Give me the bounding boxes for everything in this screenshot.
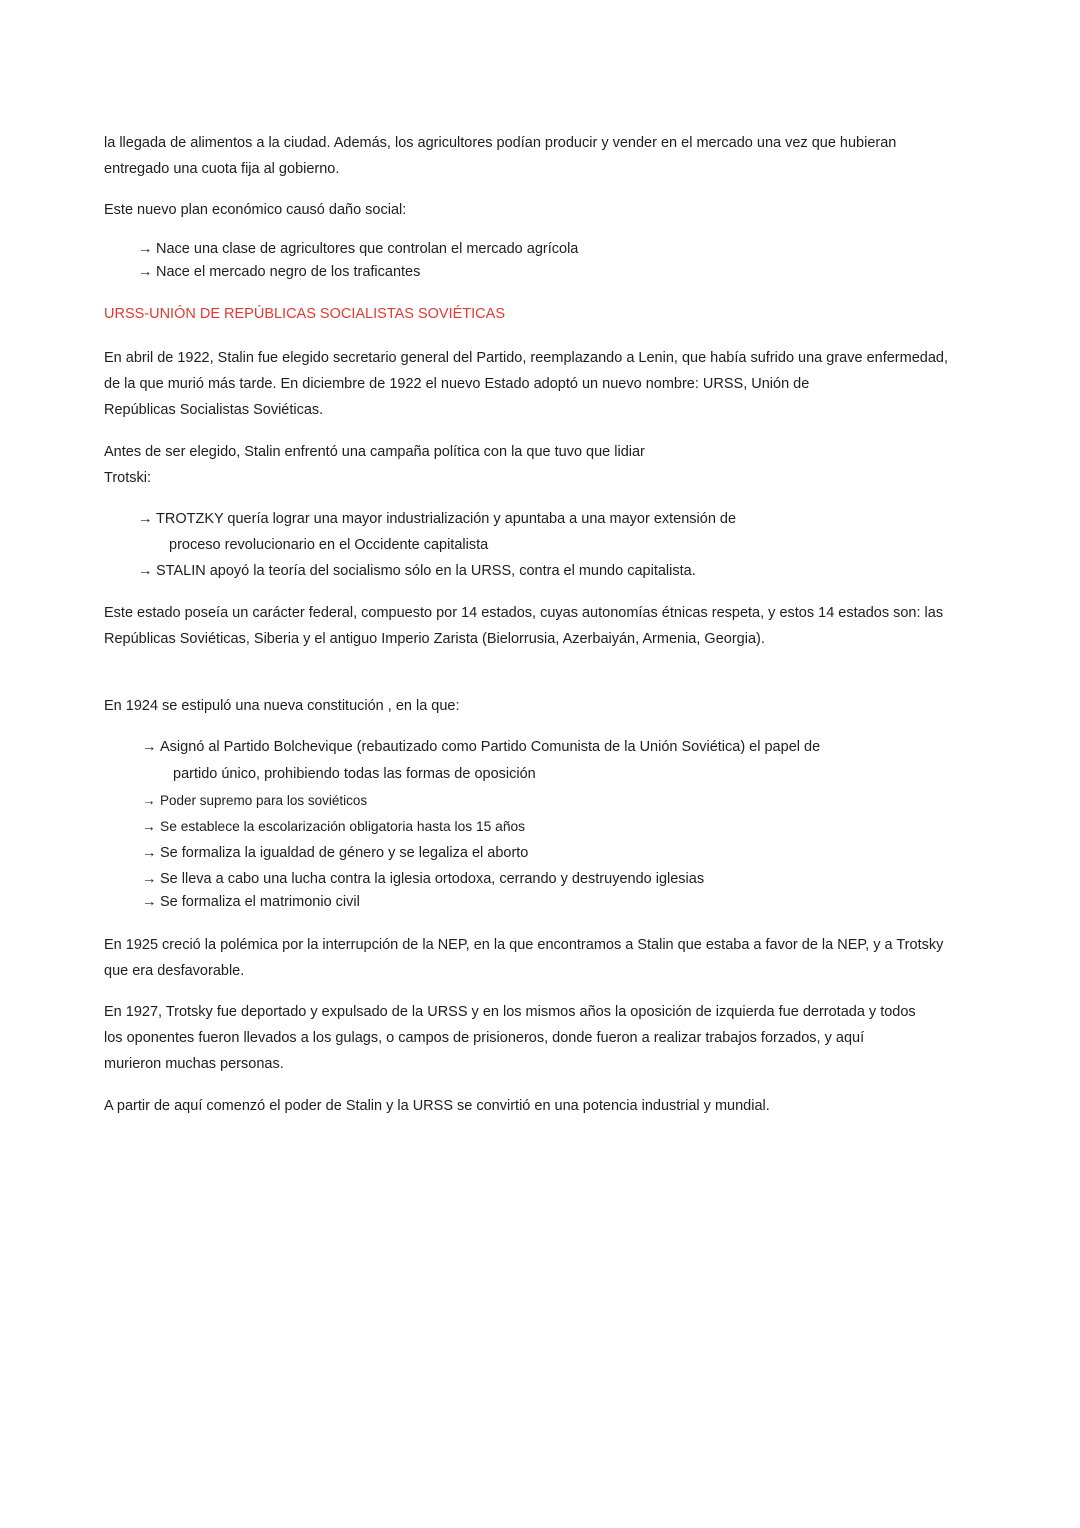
text-line: la llegada de alimentos a la ciudad. Además, los agricultores podían producir y vender en el mercado una vez que hubieran xyxy=(104,135,897,151)
list-item-text: STALIN apoyó la teoría del socialismo sólo en la URSS, contra el mundo capitalista. xyxy=(156,563,696,579)
arrow-right-icon: → xyxy=(138,511,153,527)
list-item xyxy=(138,506,998,558)
text-line: En 1925 creció la polémica por la interrupción de la NEP, en la que encontramos a Stalin que estaba a favor de la NEP, y a Trotsky xyxy=(104,937,944,953)
list-item-text-continuation: partido único, prohibiendo todas las formas de oposición xyxy=(173,766,536,782)
paragraph-stalin-power: A partir de aquí comenzó el poder de Stalin y la URSS se convirtió en una potencia industrial y mundial. xyxy=(104,1098,770,1114)
list-item-text-continuation: proceso revolucionario en el Occidente capitalista xyxy=(169,537,489,553)
text-line: que era desfavorable. xyxy=(104,963,245,979)
list-item-text: Se establece la escolarización obligatoria hasta los 15 años xyxy=(160,819,526,834)
arrow-right-icon: → xyxy=(142,739,157,755)
list-item xyxy=(138,558,998,584)
paragraph-social-damage: Este nuevo plan económico causó daño social: xyxy=(104,202,407,218)
list-item-text: Nace una clase de agricultores que controlan el mercado agrícola xyxy=(156,241,579,257)
list-item-text: TROTZKY quería lograr una mayor industrialización y apuntaba a una mayor extensión de xyxy=(156,511,737,527)
list-item-text: Se lleva a cabo una lucha contra la iglesia ortodoxa, cerrando y destruyendo iglesias xyxy=(160,871,705,887)
arrow-right-icon: → xyxy=(138,264,153,280)
text-line: Repúblicas Soviéticas, Siberia y el antiguo Imperio Zarista (Bielorrusia, Azerbaiyán, Armenia, Georgia). xyxy=(104,631,765,647)
text-line: Repúblicas Socialistas Soviéticas. xyxy=(104,402,324,418)
paragraph-federal-state xyxy=(104,600,984,652)
paragraph-political-campaign xyxy=(104,439,984,491)
text-line: murieron muchas personas. xyxy=(104,1056,284,1072)
paragraph-nep-controversy xyxy=(104,932,984,984)
list-item-text: Nace el mercado negro de los traficantes xyxy=(156,264,421,280)
arrow-right-icon: → xyxy=(142,793,156,808)
arrow-right-icon: → xyxy=(138,563,153,579)
list-item xyxy=(142,814,1002,840)
paragraph-stalin-elected xyxy=(104,345,984,423)
arrow-right-icon: → xyxy=(142,819,156,834)
arrow-right-icon: → xyxy=(142,871,157,887)
arrow-right-icon: → xyxy=(142,845,157,861)
list-item xyxy=(138,261,998,284)
list-item xyxy=(138,238,998,261)
text-line: entregado una cuota fija al gobierno. xyxy=(104,161,340,177)
text-line: los oponentes fueron llevados a los gulags, o campos de prisioneros, donde fueron a realizar trabajos forzados, y aquí xyxy=(104,1030,865,1046)
text-line: Antes de ser elegido, Stalin enfrentó una campaña política con la que tuvo que lidiar xyxy=(104,444,645,460)
list-item-text: Asignó al Partido Bolchevique (rebautizado como Partido Comunista de la Unión Soviética) el papel de xyxy=(160,739,821,755)
text-line: de la que murió más tarde. En diciembre de 1922 el nuevo Estado adoptó un nuevo nombre: URSS, Unión de xyxy=(104,376,810,392)
paragraph-trotsky-deported xyxy=(104,999,984,1077)
section-heading: URSS-UNIÓN DE REPÚBLICAS SOCIALISTAS SOVIÉTICAS xyxy=(104,306,505,322)
arrow-right-icon: → xyxy=(142,894,157,910)
list-item-text: Se formaliza el matrimonio civil xyxy=(160,894,360,910)
list-item xyxy=(142,892,1002,912)
text-line: Trotski: xyxy=(104,470,151,486)
text-line: Este estado poseía un carácter federal, compuesto por 14 estados, cuyas autonomías étnicas respeta, y estos 14 estados son: las xyxy=(104,605,944,621)
list-item xyxy=(142,788,1002,814)
list-item xyxy=(142,840,1002,866)
text-line: En 1927, Trotsky fue deportado y expulsado de la URSS y en los mismos años la oposición de izquierda fue derrotada y todos xyxy=(104,1004,916,1020)
list-social-damage xyxy=(138,238,998,284)
paragraph-food-supply xyxy=(104,130,984,182)
text-line: En abril de 1922, Stalin fue elegido secretario general del Partido, reemplazando a Lenin, que había sufrido una grave enfermedad, xyxy=(104,350,948,366)
list-item xyxy=(142,734,1002,788)
arrow-right-icon: → xyxy=(138,241,153,257)
list-constitution xyxy=(142,734,1002,912)
paragraph-constitution-1924: En 1924 se estipuló una nueva constitución , en la que: xyxy=(104,698,460,714)
list-item-text: Poder supremo para los soviéticos xyxy=(160,793,368,808)
list-item-text: Se formaliza la igualdad de género y se legaliza el aborto xyxy=(160,845,529,861)
list-trotsky-stalin xyxy=(138,506,998,584)
list-item xyxy=(142,866,1002,892)
